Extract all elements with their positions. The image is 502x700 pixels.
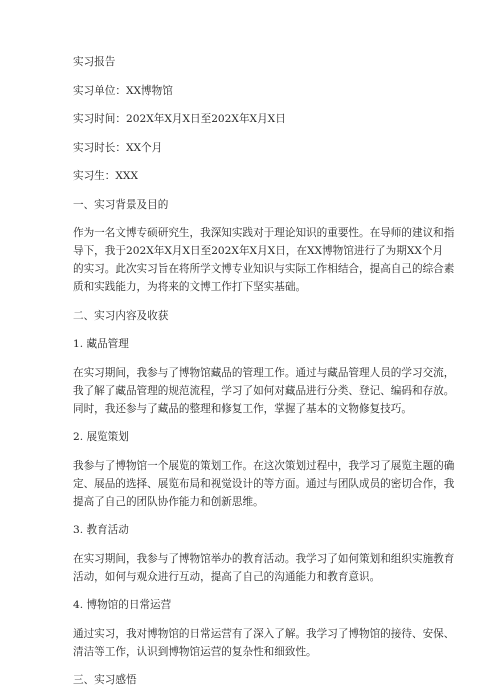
intern-name: 实习生：XXX: [73, 170, 139, 182]
internship-unit: 实习单位：XX博物馆: [73, 84, 173, 97]
paragraph-line: 质和实践能力，为将来的文博工作打下坚实基础。: [73, 281, 307, 293]
subsection-operations-paragraph: [73, 625, 455, 661]
section-background-heading: 一、实习背景及目的: [73, 198, 169, 211]
report-title: 实习报告: [73, 56, 116, 68]
subsection-operations-heading: 4. 博物馆的日常运营: [73, 599, 172, 611]
paragraph-line: 我了解了藏品管理的规范流程，学习了如何对藏品进行分类、登记、编码和存放。: [73, 384, 455, 397]
paragraph-line: 我参与了博物馆一个展览的策划工作。在这次策划过程中，我学习了展览主题的确: [73, 459, 455, 472]
paragraph-line: 的实习。此次实习旨在将所学文博专业知识与实际工作相结合，提高自己的综合素: [73, 263, 455, 275]
paragraph-line: 在实习期间，我参与了博物馆举办的教育活动。我学习了如何策划和组织实施教育: [73, 552, 455, 565]
subsection-exhibition-heading: 2. 展览策划: [73, 431, 129, 443]
section-background-paragraph: [73, 224, 455, 296]
subsection-collection-heading: 1. 藏品管理: [73, 338, 129, 350]
paragraph-line: 清洁等工作，认识到博物馆运营的复杂性和细致性。: [73, 645, 317, 658]
paragraph-line: 通过实习，我对博物馆的日常运营有了深入了解。我学习了博物馆的接待、安保、: [73, 627, 455, 640]
subsection-education-heading: 3. 教育活动: [73, 524, 129, 536]
paragraph-line: 在实习期间，我参与了博物馆藏品的管理工作。通过与藏品管理人员的学习交流，: [73, 366, 455, 379]
subsection-collection-paragraph: [73, 364, 455, 418]
paragraph-line: 作为一名文博专硕研究生，我深知实践对于理论知识的重要性。在导师的建议和指: [73, 227, 455, 239]
paragraph-line: 定、展品的选择、展览布局和视觉设计的等方面。通过与团队成员的密切合作，我: [73, 477, 455, 490]
report-page: [73, 53, 455, 700]
paragraph-line: 同时，我还参与了藏品的整理和修复工作，掌握了基本的文物修复技巧。: [73, 402, 412, 415]
section-content-heading: 二、实习内容及收获: [73, 309, 169, 322]
paragraph-line: 活动，如何与观众进行互动，提高了自己的沟通能力和教育意识。: [73, 570, 381, 583]
section-reflection-heading: 三、实习感悟: [73, 674, 137, 686]
internship-duration: 实习时长：XX个月: [73, 141, 163, 154]
paragraph-line: 导下，我于202X年X月X日至202X年X月X日，在XX博物馆进行了为期XX个月: [73, 245, 444, 257]
subsection-education-paragraph: [73, 550, 455, 586]
subsection-exhibition-paragraph: [73, 457, 455, 511]
paragraph-line: 提高了自己的团队协作能力和创新思维。: [73, 495, 264, 508]
internship-time: 实习时间：202X年X月X日至202X年X月X日: [73, 113, 286, 125]
